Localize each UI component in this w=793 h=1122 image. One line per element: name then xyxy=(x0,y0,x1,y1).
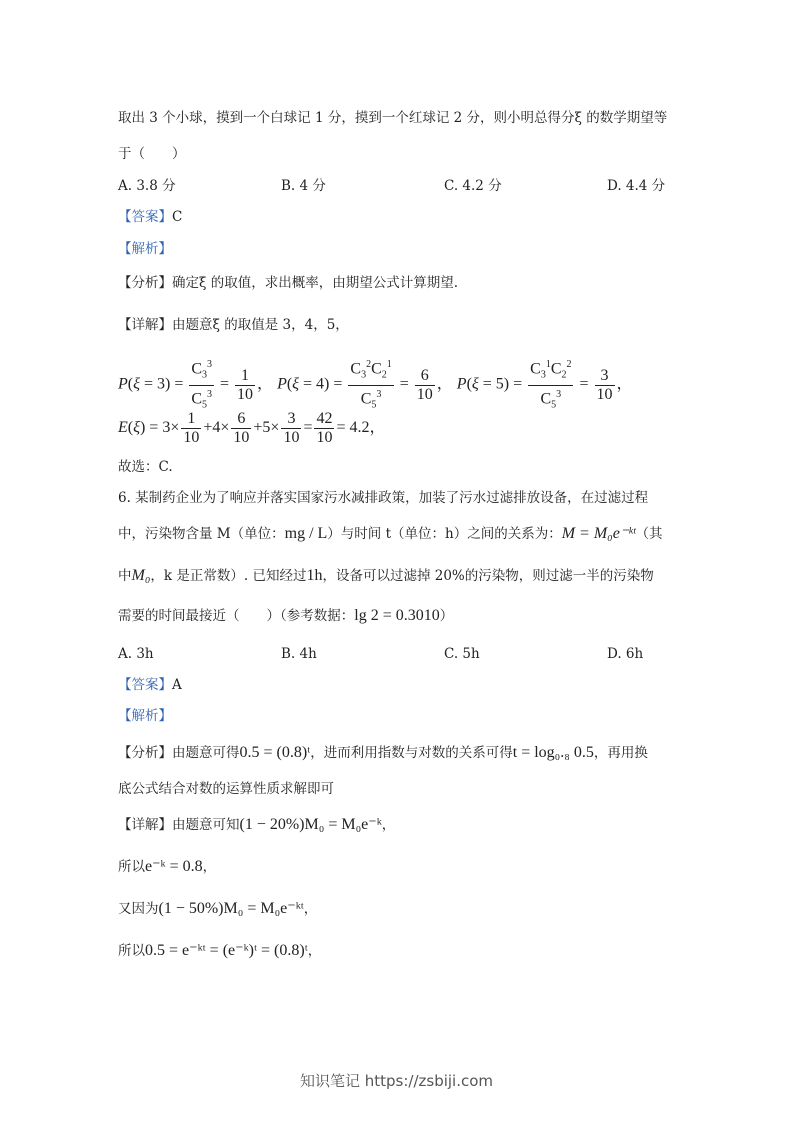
option-c: C. 5h xyxy=(444,646,480,662)
fenxi-tag: 分析 xyxy=(131,275,159,291)
question-text-line: 取出 3 个小球，摸到一个白球记 1 分，摸到一个红球记 2 分，则小明总得分ξ 的数学期望等 xyxy=(118,110,668,126)
q6-text-line3: 中M₀，k 是正常数）. 已知经过1h，设备可以过滤掉 20%的污染物，则过滤一半的污染物 xyxy=(118,567,654,584)
option-a: A. 3h xyxy=(118,646,154,662)
unit-mg-l: mg / L xyxy=(284,525,328,542)
option-c: C. 4.2 分 xyxy=(444,178,502,194)
q6-fenxi-line1: 【分析】由题意可得0.5 = (0.8)ᵗ，进而利用指数与对数的关系可得t = log₀.₈ 0.5，再用换 xyxy=(118,744,648,761)
equation: (1 − 20%)M₀ = M₀e⁻ᵏ xyxy=(239,816,382,833)
option-b: B. 4 分 xyxy=(281,178,326,194)
fenxi-text: 确定ξ 的取值，求出概率，由期望公式计算期望. xyxy=(172,275,459,291)
q6-text-line2: 中，污染物含量 M（单位：mg / L）与时间 t（单位：h）之间的关系为：M = M₀e⁻ᵏᵗ（其 xyxy=(118,525,663,542)
option-d: D. 6h xyxy=(607,646,644,662)
equation: 0.5 = e⁻ᵏᵗ = (e⁻ᵏ)ᵗ = (0.8)ᵗ xyxy=(145,942,308,959)
equation: t = log₀.₈ 0.5 xyxy=(512,744,594,761)
analysis-tag: 解析 xyxy=(131,241,159,257)
q6-answer-line: 【答案】A xyxy=(118,677,182,693)
option-b: B. 4h xyxy=(281,646,317,662)
conclusion-line: 故选：C. xyxy=(118,459,173,475)
q6-step2: 又因为(1 − 50%)M₀ = M₀e⁻ᵏᵗ， xyxy=(118,900,318,917)
xiangjie-line: 【详解】由题意ξ 的取值是 3，4，5， xyxy=(118,317,349,333)
footer-watermark: 知识笔记 https://zsbiji.com xyxy=(299,1072,494,1090)
answer-value: A xyxy=(172,677,182,693)
xiangjie-tag: 详解 xyxy=(131,317,159,333)
option-d: D. 4.4 分 xyxy=(607,178,666,194)
decay-formula: M = M₀e⁻ᵏᵗ xyxy=(561,525,636,542)
probability-formulas: P(ξ = 3) = $\frac{C_3^3}{C_5^3}$ = $\frac{1}{10}$ ， P(ξ = 4) = $\frac{C_3^2C_2^1}{C_5^3}$ = $\frac{6}{10}$ ， P(ξ = 5) = $\frac{C_3^1C_2^2}{C_5^3}$ = $\frac{3}{10}$ ， xyxy=(118,356,633,414)
q6-step1: 所以e⁻ᵏ = 0.8， xyxy=(118,858,217,875)
q6-text-line1: 6. 某制药企业为了响应并落实国家污水减排政策，加装了污水过滤排放设备，在过滤过程 xyxy=(118,490,649,506)
q6-xiangjie-line: 【详解】由题意可知(1 − 20%)M₀ = M₀e⁻ᵏ， xyxy=(118,816,396,833)
q6-fenxi-line2: 底公式结合对数的运算性质求解即可 xyxy=(118,781,334,797)
answer-tag: 答案 xyxy=(131,677,159,693)
analysis-tag: 解析 xyxy=(131,708,159,724)
question-text-line: 于（ ） xyxy=(118,146,186,162)
xiangjie-text: 由题意ξ 的取值是 3，4，5， xyxy=(172,317,349,333)
expectation-formula: E(ξ) = 3× $\frac{1}{10}$ +4× $\frac{6}{10}$ +5× $\frac{3}{10}$ = $\frac{42}{10}$ = 4.2， xyxy=(118,409,386,446)
equation: 0.5 = (0.8)ᵗ xyxy=(239,744,311,761)
answer-line: 【答案】C xyxy=(118,209,183,225)
equation: e⁻ᵏ = 0.8 xyxy=(145,858,203,875)
fenxi-line: 【分析】确定ξ 的取值，求出概率，由期望公式计算期望. xyxy=(118,275,459,291)
q6-analysis-heading: 【解析】 xyxy=(118,708,172,724)
answer-value: C xyxy=(172,209,183,225)
equation: (1 − 50%)M₀ = M₀e⁻ᵏᵗ xyxy=(158,900,304,917)
option-a: A. 3.8 分 xyxy=(118,178,176,194)
answer-tag: 答案 xyxy=(131,209,159,225)
q6-step3: 所以0.5 = e⁻ᵏᵗ = (e⁻ᵏ)ᵗ = (0.8)ᵗ， xyxy=(118,942,322,959)
analysis-heading: 【解析】 xyxy=(118,241,172,257)
reference-data: lg 2 = 0.3010 xyxy=(354,607,440,624)
q6-text-line4: 需要的时间最接近（ ）（参考数据：lg 2 = 0.3010） xyxy=(118,607,454,624)
